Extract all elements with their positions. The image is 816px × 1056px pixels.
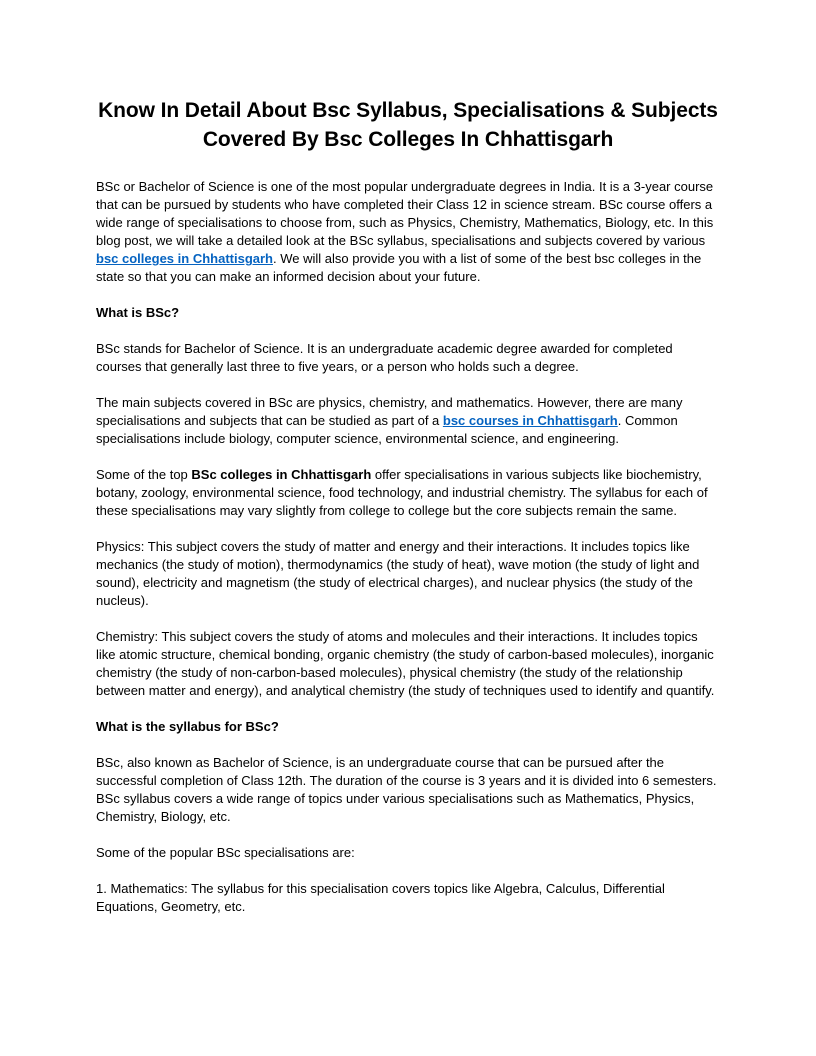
page-title [96,96,720,154]
top-colleges-text-start: Some of the top [96,467,192,482]
top-colleges-text-end: offer specialisations in various subjects like biochemistry, botany, zoology, environmental science, food technology, and industrial chemistry. The syllabus for each of these specialisations may vary slightly from college to college but the core subjects remain the same. [96,467,708,518]
paragraph-syllabus-overview: BSc, also known as Bachelor of Science, is an undergraduate course that can be pursued after the successful completion of Class 12th. The duration of the course is 3 years and it is divided into 6 semesters. BSc syllabus covers a wide range of topics under various specialisations such as Mathematics, Physics, Chemistry, Biology, etc. [96,755,717,824]
main-subjects-text-start: The main subjects covered in BSc are physics, chemistry, and mathematics. However, there are many specialisations and subjects that can be studied as part of a [96,395,683,428]
page-title-line-2: Covered By Bsc Colleges In Chhattisgarh [202,128,614,151]
intro-text-start: BSc or Bachelor of Science is one of the most popular undergraduate degrees in India. It is a 3-year course that can be pursued by students who have completed their Class 12 in science stream. BSc course offers a wide range of specialisations to choose from, such as Physics, Chemistry, Mathematics, Biology, etc. In this blog post, we will take a detailed look at the BSc syllabus, specialisations and subjects covered by various [96,179,714,248]
intro-text-end: . We will also provide you with a list of some of the best bsc colleges in the state so that you can make an informed decision about your future. [96,251,702,284]
section-heading-what-is-bsc: What is BSc? [96,305,180,320]
paragraph-mathematics: 1. Mathematics: The syllabus for this specialisation covers topics like Algebra, Calculus, Differential Equations, Geometry, etc. [96,881,665,914]
paragraph-top-colleges [96,466,720,520]
main-subjects-text-end: . Common specialisations include biology, computer science, environmental science, and engineering. [96,413,678,446]
paragraph-chemistry: Chemistry: This subject covers the study of atoms and molecules and their interactions. It includes topics like atomic structure, chemical bonding, organic chemistry (the study of carbon-based molecules), inorganic chemistry (the study of non-carbon-based molecules), physical chemistry (the study of the relationship between matter and energy), and analytical chemistry (the study of techniques used to identify and quantify. [96,629,715,698]
page-title-line-1: Know In Detail About Bsc Syllabus, Specialisations & Subjects [98,99,718,122]
bsc-colleges-link[interactable]: bsc colleges in Chhattisgarh [96,251,273,266]
bsc-courses-link[interactable]: bsc courses in Chhattisgarh [442,413,618,428]
paragraph-physics: Physics: This subject covers the study of matter and energy and their interactions. It includes topics like mechanics (the study of motion), thermodynamics (the study of heat), wave motion (the study of light and sound), electricity and magnetism (the study of electrical charges), and nuclear physics (the study of the nucleus). [96,539,700,608]
section-heading-syllabus: What is the syllabus for BSc? [96,719,279,734]
paragraph-main-subjects [96,394,720,448]
paragraph-popular-specialisations: Some of the popular BSc specialisations are: [96,845,355,860]
top-colleges-bold-text: BSc colleges in Chhattisgarh [191,467,372,482]
intro-paragraph [96,178,720,286]
paragraph-bsc-definition: BSc stands for Bachelor of Science. It is an undergraduate academic degree awarded for completed courses that generally last three to five years, or a person who holds such a degree. [96,341,673,374]
